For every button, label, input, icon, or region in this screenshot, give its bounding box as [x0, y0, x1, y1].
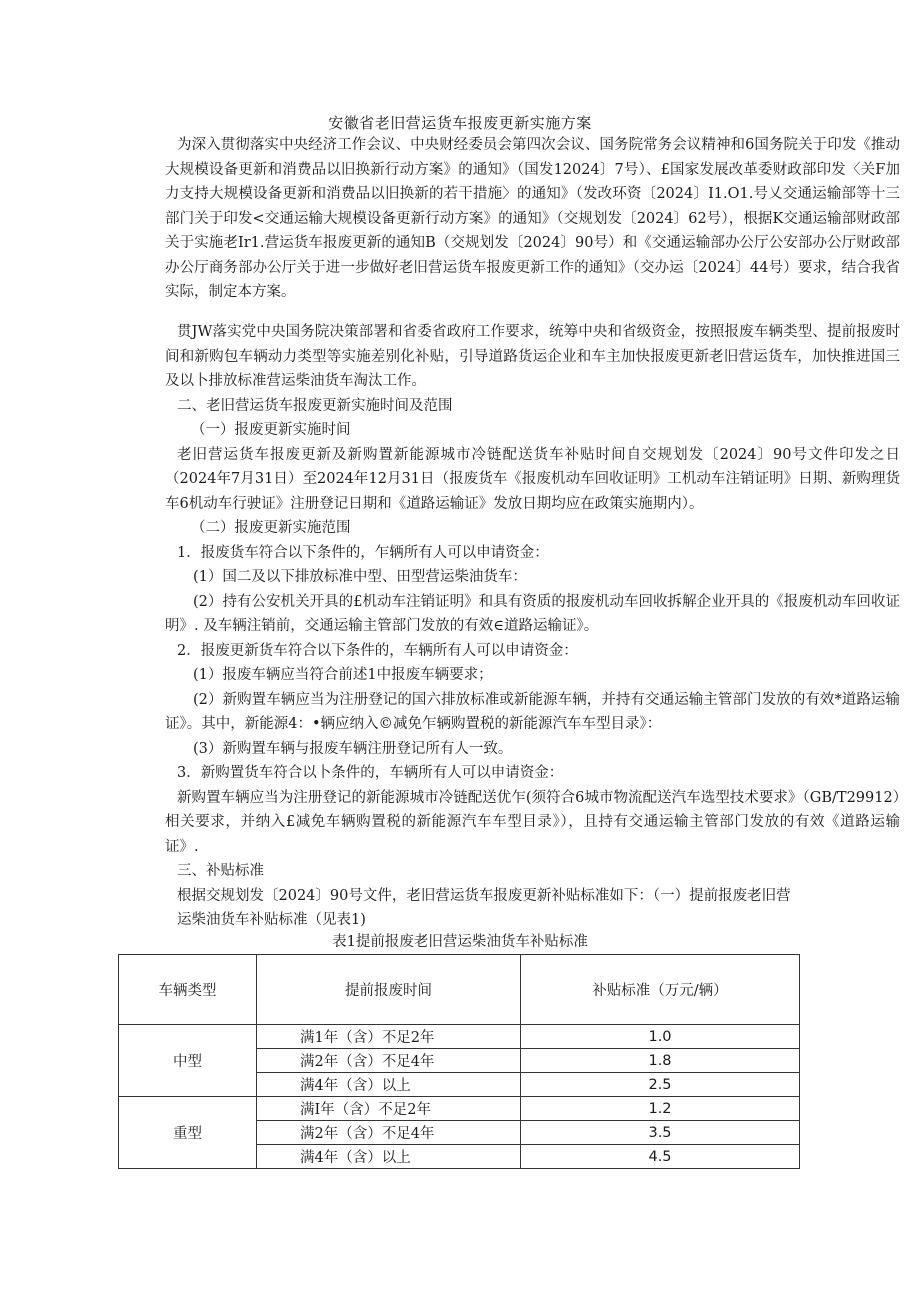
document-title: 安徽省老旧营运货车报废更新实施方案 [328, 114, 592, 132]
header-vehicle-type: 车辆类型 [119, 955, 257, 1025]
table-caption: 表1提前报废老旧营运柴油货车补贴标准 [332, 934, 588, 950]
subsidy-value-cell: 2.5 [521, 1073, 800, 1097]
subsidy-table [118, 954, 800, 1169]
subsidy-value-cell: 3.5 [521, 1121, 800, 1145]
item-1-2: (2）持有公安机关开具的£机动车注销证明》和具有资质的报废机动车回收拆解企业开具的《报废机动车回收证明》. 及车辆注销前，交通运输主管部门发放的有效∈道路运输证》。 [165, 593, 900, 634]
subsidy-value-cell: 1.0 [521, 1025, 800, 1049]
item-2-1: (1）报废车辆应当符合前述1中报废车辆要求； [193, 667, 493, 683]
section3-line-2: 运柴油货车补贴标准（见表1) [177, 912, 366, 928]
item-2-3: (3）新购置车辆与报废车辆注册登记所有人一致。 [193, 740, 513, 757]
table-row [119, 1097, 800, 1121]
item-3: 3．新购置货车符合以卜条件的，车辆所有人可以申请资金： [177, 765, 564, 781]
table-row [119, 1025, 800, 1049]
subsidy-value-cell: 1.8 [521, 1049, 800, 1073]
subsidy-value-cell: 4.5 [521, 1145, 800, 1169]
table-header-row [119, 955, 800, 1025]
sub1-paragraph: 老旧营运货车报废更新及新购置新能源城市冷链配送货车补贴时间自交规划发〔2024〕90号文件印发之日（2024年7月31日）至2024年12月31日（报废货车《报废机动车回收证明》工机动车注销证明》日期、新购理货车6机动车行驶证》注册登记日期和《道路运输证》发放日期均应在政策实施期内）。 [165, 446, 900, 512]
advance-time-cell: 满1年（含）不足2年 [257, 1025, 521, 1049]
advance-time-cell: 满4年（含）以上 [257, 1145, 521, 1169]
item-3-paragraph: 新购置车辆应当为注册登记的新能源城市冷链配送优乍(须符合6城市物流配送汽车选型技术要求》（GB/T29912）相关要求，并纳入£减免车辆购置税的新能源汽车车型目录》），且持有交通运输主管部门发放的有效《道路运输证》. [165, 789, 900, 855]
sub1-heading: （一）报废更新实施时间 [191, 422, 351, 438]
advance-time-cell: 满2年（含）不足4年 [257, 1049, 521, 1073]
advance-time-cell: 满2年（含）不足4年 [257, 1121, 521, 1145]
section2-heading: 二、老旧营运货车报废更新实施时间及范围 [177, 397, 453, 414]
item-2: 2．报废更新货车符合以下条件的，车辆所有人可以申请资金： [177, 642, 578, 659]
vehicle-type-heavy: 重型 [119, 1097, 257, 1169]
subsidy-value-cell: 1.2 [521, 1097, 800, 1121]
header-subsidy: 补贴标准（万元/辆） [521, 955, 800, 1025]
advance-time-cell: 满4年（含）以上 [257, 1073, 521, 1097]
header-advance-time: 提前报废时间 [257, 955, 521, 1025]
intro-block [165, 133, 900, 305]
section3-heading: 三、补贴标准 [177, 863, 264, 879]
item-2-2: (2）新购置车辆应当为注册登记的国六排放标准或新能源车辆，并持有交通运输主管部门发放的有效*道路运输证》。其中，新能源4：•辆应纳入©减免乍辆购置税的新能源汽车车型目录》： [165, 691, 900, 732]
vehicle-type-medium: 中型 [119, 1025, 257, 1097]
advance-time-cell: 满I年（含）不足2年 [257, 1097, 521, 1121]
item-1: 1．报废货车符合以下条件的，乍辆所有人可以申请资金： [177, 544, 549, 561]
intro-paragraph: 为深入贯彻落实中央经济工作会议、中央财经委员会第四次会议、国务院常务会议精神和6国务院关于印发《推动大规模设备更新和消费品以旧换新行动方案》的通知》（国发12024〕7号）、£国家发展改革委财政部印发〈关F加力支持大规模设备更新和消费品以旧换新的若干措施〉的通知》（发改环资〔2024〕I1.O1.号乂交通运输部等十三部门关于印发<交通运输大规模设备更新行动方案》的通知》（交规划发〔2024〕62号），根据K交通运输部财政部关于实施老Ir1.营运货车报废更新的通知B（交规划发〔2024〕90号）和《交通运输部办公厅公安部办公厅财政部办公厅商务部办公厅关于进一步做好老旧营运货车报废更新工作的通知》（交办运〔2024〕44号）要求，结合我省实际，制定本方案。 [165, 137, 900, 300]
sub2-heading: （二）报废更新实施范围 [191, 520, 351, 536]
goal-block [165, 320, 900, 933]
goal-paragraph: 贯JW落实党中央国务院决策部署和省委省政府工作要求，统筹中央和省级资金，按照报废车辆类型、提前报废时间和新购包车辆动力类型等实施差别化补贴，引导道路货运企业和车主加快报废更新老旧营运货车，加快推进国三及以卜排放标准营运柴油货车淘汰工作。 [165, 324, 900, 389]
item-1-1: (1）国二及以下排放标准中型、田型营运柴油货车： [193, 569, 527, 585]
section3-line-1: 根据交规划发〔2024〕90号文件，老旧营运货车报废更新补贴标准如下：（一）提前报废老旧营 [177, 887, 791, 904]
